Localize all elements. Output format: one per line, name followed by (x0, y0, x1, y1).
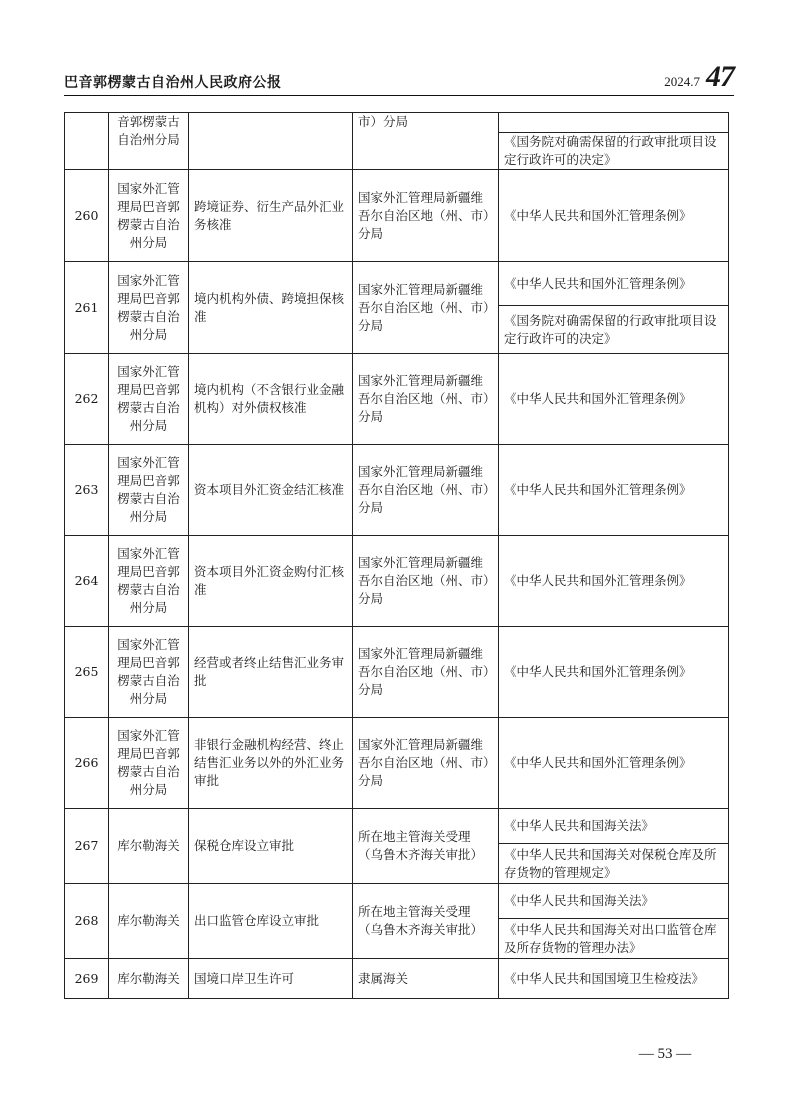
item-number: 269 (65, 959, 109, 999)
table-row (65, 354, 729, 445)
table-row (65, 170, 729, 262)
legal-basis-cell: 《中华人民共和国外汇管理条例》 (499, 536, 729, 627)
item-number: 265 (65, 627, 109, 718)
item-number: 261 (65, 262, 109, 354)
legal-basis-cell: 《中华人民共和国外汇管理条例》 (499, 445, 729, 536)
approval-item-cell: 经营或者终止结售汇业务审批 (189, 627, 353, 718)
page-header (64, 60, 734, 96)
department-cell: 库尔勒海关 (109, 959, 189, 999)
issue-date: 2024.7 (664, 74, 700, 89)
approval-item-cell: 资本项目外汇资金结汇核准 (189, 445, 353, 536)
approving-organ-cell: 国家外汇管理局新疆维吾尔自治区地（州、市）分局 (353, 262, 499, 354)
item-number: 263 (65, 445, 109, 536)
approval-item-cell: 非银行金融机构经营、终止结售汇业务以外的外汇业务审批 (189, 718, 353, 809)
page-number: — 53 — (638, 1046, 692, 1062)
legal-basis-cell: 《中华人民共和国外汇管理条例》 (499, 170, 729, 262)
issue-number: 47 (706, 60, 734, 93)
legal-basis-cell: 《国务院对确需保留的行政审批项目设定行政许可的决定》 (499, 306, 729, 354)
legal-basis-cell: 《中华人民共和国外汇管理条例》 (499, 262, 729, 306)
department-cell: 国家外汇管理局巴音郭楞蒙古自治州分局 (109, 627, 189, 718)
legal-basis-cell: 《中华人民共和国国境卫生检疫法》 (499, 959, 729, 999)
item-number: 267 (65, 809, 109, 884)
table-row (65, 445, 729, 536)
approving-organ-cell: 国家外汇管理局新疆维吾尔自治区地（州、市）分局 (353, 627, 499, 718)
table-row (65, 959, 729, 999)
approval-item-cell: 国境口岸卫生许可 (189, 959, 353, 999)
legal-basis-cell: 《中华人民共和国海关对出口监管仓库及所存货物的管理办法》 (499, 919, 729, 959)
legal-basis-cell: 《中华人民共和国外汇管理条例》 (499, 354, 729, 445)
item-number (65, 113, 109, 170)
approving-organ-cell: 隶属海关 (353, 959, 499, 999)
approving-organ-cell: 所在地主管海关受理（乌鲁木齐海关审批） (353, 809, 499, 884)
legal-basis-cell (499, 113, 729, 133)
table-row (65, 718, 729, 809)
table-row (65, 627, 729, 718)
table-body (65, 113, 729, 999)
table-row (65, 262, 729, 306)
department-cell: 国家外汇管理局巴音郭楞蒙古自治州分局 (109, 354, 189, 445)
department-cell: 库尔勒海关 (109, 809, 189, 884)
item-number: 268 (65, 884, 109, 959)
approval-item-cell: 境内机构（不含银行业金融机构）对外债权核准 (189, 354, 353, 445)
item-number: 262 (65, 354, 109, 445)
item-number: 266 (65, 718, 109, 809)
table-row (65, 809, 729, 844)
department-cell: 国家外汇管理局巴音郭楞蒙古自治州分局 (109, 445, 189, 536)
approval-item-cell: 保税仓库设立审批 (189, 809, 353, 884)
department-cell: 国家外汇管理局巴音郭楞蒙古自治州分局 (109, 262, 189, 354)
legal-basis-cell: 《中华人民共和国海关对保税仓库及所存货物的管理规定》 (499, 844, 729, 884)
approval-items-table (64, 112, 729, 999)
legal-basis-cell: 《中华人民共和国外汇管理条例》 (499, 718, 729, 809)
approving-organ-cell: 国家外汇管理局新疆维吾尔自治区地（州、市）分局 (353, 445, 499, 536)
approving-organ-cell: 国家外汇管理局新疆维吾尔自治区地（州、市）分局 (353, 718, 499, 809)
department-cell: 国家外汇管理局巴音郭楞蒙古自治州分局 (109, 718, 189, 809)
header-rule (64, 95, 734, 96)
approval-item-cell: 跨境证券、衍生产品外汇业务核准 (189, 170, 353, 262)
department-cell: 国家外汇管理局巴音郭楞蒙古自治州分局 (109, 170, 189, 262)
approving-organ-cell: 市）分局 (353, 113, 499, 170)
gazette-title: 巴音郭楞蒙古自治州人民政府公报 (64, 75, 282, 91)
approving-organ-cell: 国家外汇管理局新疆维吾尔自治区地（州、市）分局 (353, 536, 499, 627)
department-cell: 库尔勒海关 (109, 884, 189, 959)
department-cell: 音郭楞蒙古自治州分局 (109, 113, 189, 170)
item-number: 260 (65, 170, 109, 262)
approval-item-cell: 资本项目外汇资金购付汇核准 (189, 536, 353, 627)
legal-basis-cell: 《中华人民共和国外汇管理条例》 (499, 627, 729, 718)
table-row (65, 884, 729, 919)
department-cell: 国家外汇管理局巴音郭楞蒙古自治州分局 (109, 536, 189, 627)
item-number: 264 (65, 536, 109, 627)
legal-basis-cell: 《中华人民共和国海关法》 (499, 884, 729, 919)
approving-organ-cell: 国家外汇管理局新疆维吾尔自治区地（州、市）分局 (353, 170, 499, 262)
table-row (65, 113, 729, 133)
approving-organ-cell: 国家外汇管理局新疆维吾尔自治区地（州、市）分局 (353, 354, 499, 445)
legal-basis-cell: 《国务院对确需保留的行政审批项目设定行政许可的决定》 (499, 133, 729, 170)
approval-item-cell: 境内机构外债、跨境担保核准 (189, 262, 353, 354)
approval-item-cell (189, 113, 353, 170)
legal-basis-cell: 《中华人民共和国海关法》 (499, 809, 729, 844)
approving-organ-cell: 所在地主管海关受理（乌鲁木齐海关审批） (353, 884, 499, 959)
approval-item-cell: 出口监管仓库设立审批 (189, 884, 353, 959)
table-row (65, 536, 729, 627)
